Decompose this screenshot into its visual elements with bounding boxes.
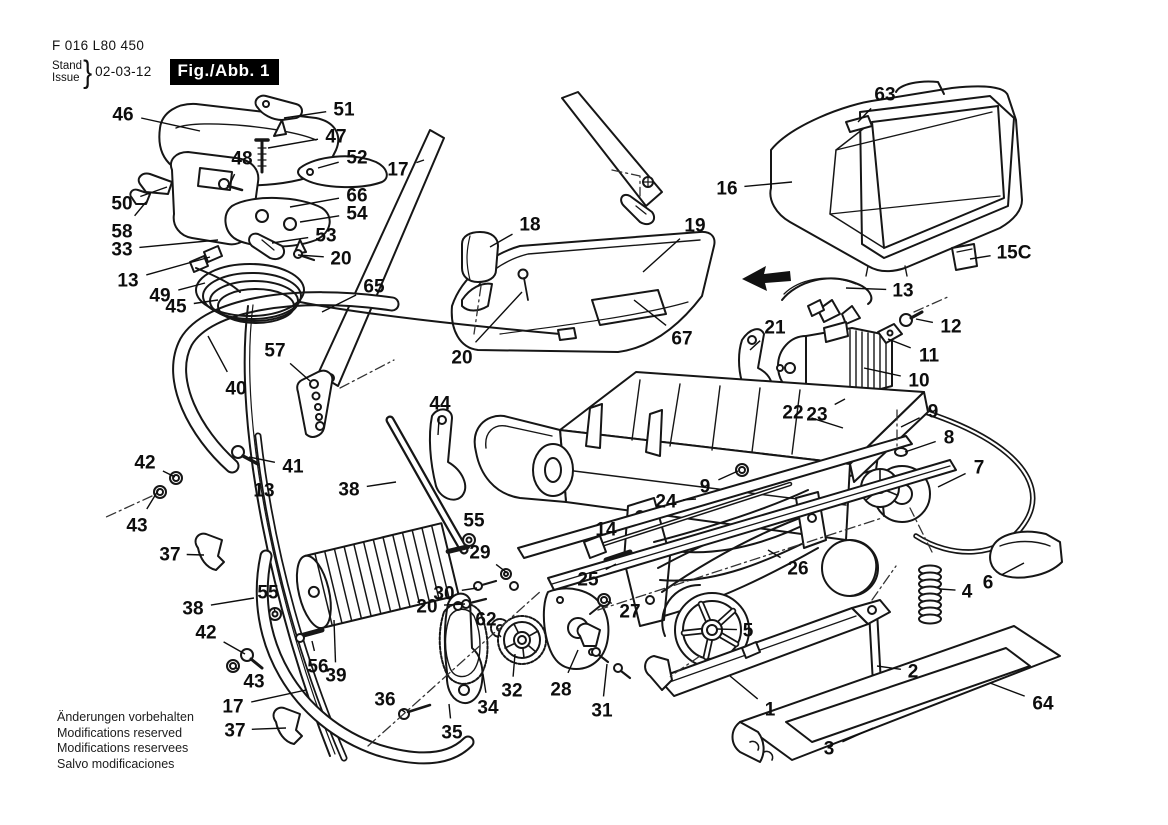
callout-38 xyxy=(182,598,254,620)
revision-stand-label: Stand xyxy=(52,59,83,72)
callout-14 xyxy=(595,520,617,541)
leader-line xyxy=(916,319,933,322)
callout-label: 62 xyxy=(475,609,497,631)
callout-label: 58 xyxy=(111,221,133,243)
callout-label: 13 xyxy=(892,280,914,302)
callout-label: 28 xyxy=(550,679,572,701)
callout-label: 51 xyxy=(333,99,355,121)
callout-label: 56 xyxy=(307,656,329,678)
callout-label: 15C xyxy=(996,242,1032,264)
leader-line xyxy=(449,704,451,718)
leader-line xyxy=(312,641,314,651)
callout-label: 42 xyxy=(195,622,217,644)
callout-label: 37 xyxy=(159,544,181,566)
direction-arrow-icon xyxy=(742,266,791,291)
callout-1 xyxy=(730,676,776,721)
callout-label: 36 xyxy=(374,689,396,711)
callout-36 xyxy=(374,690,405,713)
callout-label: 19 xyxy=(684,215,706,237)
callout-27 xyxy=(606,601,641,623)
leader-line xyxy=(187,555,204,556)
callout-label: 29 xyxy=(469,542,491,564)
callout-42 xyxy=(134,453,175,478)
footer-note: Modifications reservees xyxy=(57,741,189,756)
callout-label: 52 xyxy=(346,147,368,169)
callout-label: 20 xyxy=(451,347,473,369)
callout-label: 47 xyxy=(325,126,347,148)
callout-label: 27 xyxy=(619,601,641,623)
callout-38 xyxy=(338,480,396,501)
callout-label: 17 xyxy=(387,159,409,181)
leader-line xyxy=(940,589,956,590)
callout-label: 6 xyxy=(982,572,994,594)
footer-note: Salvo modificaciones xyxy=(57,756,175,771)
callout-4 xyxy=(940,582,973,603)
leader-line xyxy=(211,598,254,605)
callout-label: 49 xyxy=(149,285,171,307)
callout-label: 31 xyxy=(591,700,613,722)
revision-issue-label: Issue xyxy=(52,72,80,85)
callout-label: 46 xyxy=(112,104,134,126)
callout-label: 17 xyxy=(222,696,244,718)
callout-35 xyxy=(441,704,463,744)
callout-label: 1 xyxy=(764,699,776,721)
callout-label: 38 xyxy=(338,479,360,501)
callout-label: 42 xyxy=(134,452,156,474)
callout-label: 37 xyxy=(224,720,246,742)
leader-line xyxy=(208,336,227,372)
callout-label: 55 xyxy=(257,582,279,604)
callout-label: 5 xyxy=(742,620,754,642)
callout-11 xyxy=(888,339,939,367)
leader-line xyxy=(604,664,608,696)
callout-15C xyxy=(970,243,1032,264)
part-number: F 016 L80 450 xyxy=(52,38,145,53)
callout-label: 53 xyxy=(315,225,337,247)
leader-line xyxy=(334,620,336,662)
callout-64 xyxy=(990,683,1054,715)
callout-label: 65 xyxy=(363,276,385,298)
callout-label: 16 xyxy=(716,178,738,200)
callout-42 xyxy=(195,623,245,655)
leader-line xyxy=(938,474,966,488)
callout-label: 25 xyxy=(577,569,599,591)
callout-label: 20 xyxy=(416,596,438,618)
callout-label: 33 xyxy=(111,239,133,261)
callout-12 xyxy=(916,317,962,338)
leader-line xyxy=(224,642,245,654)
callout-label: 30 xyxy=(433,583,455,605)
callout-label: 18 xyxy=(519,214,541,236)
callout-label: 9 xyxy=(699,476,711,498)
callout-label: 21 xyxy=(764,317,786,339)
callout-label: 55 xyxy=(463,510,485,532)
callout-label: 43 xyxy=(126,515,148,537)
figure-badge: Fig./Abb. 1 xyxy=(170,59,279,85)
callout-label: 63 xyxy=(874,84,896,106)
callout-13 xyxy=(253,481,274,502)
revision-brace: } xyxy=(83,54,93,89)
callout-label: 38 xyxy=(182,598,204,620)
callout-40 xyxy=(208,336,247,400)
callout-label: 20 xyxy=(330,248,352,270)
callout-label: 10 xyxy=(908,370,930,392)
callout-8 xyxy=(905,428,954,453)
footer-note: Änderungen vorbehalten xyxy=(57,710,194,724)
callout-label: 67 xyxy=(671,328,693,350)
callout-label: 57 xyxy=(264,340,286,362)
callout-label: 66 xyxy=(346,185,368,207)
leader-line xyxy=(990,683,1025,696)
callout-label: 4 xyxy=(961,581,973,603)
callout-label: 13 xyxy=(253,480,275,502)
callout-label: 32 xyxy=(501,680,523,702)
callout-label: 45 xyxy=(165,296,187,318)
callout-label: 34 xyxy=(477,697,499,719)
callout-55 xyxy=(463,511,485,532)
callout-label: 64 xyxy=(1032,693,1054,715)
callout-label: 50 xyxy=(111,193,133,215)
callout-label: 12 xyxy=(940,316,962,338)
footer-note: Modifications reserved xyxy=(57,725,183,740)
callout-43 xyxy=(235,667,265,693)
leader-line xyxy=(290,363,310,381)
callout-label: 26 xyxy=(787,558,809,580)
leader-line xyxy=(717,629,737,630)
callout-label: 14 xyxy=(595,519,617,541)
callout-label: 13 xyxy=(117,270,139,292)
callout-18 xyxy=(490,215,541,248)
callout-57 xyxy=(264,341,310,382)
callout-label: 39 xyxy=(325,665,347,687)
callout-label: 2 xyxy=(907,661,919,683)
callout-43 xyxy=(126,489,159,537)
leader-line xyxy=(483,674,486,693)
callout-label: 35 xyxy=(441,722,463,744)
callout-label: 44 xyxy=(429,393,451,415)
title-block xyxy=(52,38,279,88)
leader-line xyxy=(846,288,886,289)
leader-line xyxy=(683,499,696,500)
callout-label: 24 xyxy=(655,491,677,513)
cable-13-drawing xyxy=(742,266,871,324)
callout-label: 8 xyxy=(943,427,955,449)
callout-label: 11 xyxy=(918,345,940,367)
callout-26 xyxy=(768,550,809,580)
callout-label: 41 xyxy=(282,456,304,478)
callout-label: 7 xyxy=(973,457,985,479)
footer-notes xyxy=(57,710,194,773)
leader-line xyxy=(178,283,205,290)
leader-line xyxy=(730,676,758,699)
leader-line xyxy=(367,482,396,486)
callout-label: 43 xyxy=(243,671,265,693)
leader-line xyxy=(139,240,218,247)
revision-labels xyxy=(52,60,82,84)
callout-29 xyxy=(469,543,506,573)
callout-31 xyxy=(591,664,613,722)
callout-label: 23 xyxy=(806,404,828,426)
callout-label: 22 xyxy=(782,402,804,424)
callout-label: 40 xyxy=(225,378,247,400)
callout-label: 48 xyxy=(231,148,253,170)
grass-catcher-drawing xyxy=(770,81,1022,276)
callout-label: 54 xyxy=(346,203,368,225)
callout-39 xyxy=(325,620,346,687)
callout-label: 9 xyxy=(927,401,939,423)
leader-line xyxy=(147,489,159,509)
callout-label: 3 xyxy=(823,738,835,760)
revision-date: 02-03-12 xyxy=(95,64,152,80)
